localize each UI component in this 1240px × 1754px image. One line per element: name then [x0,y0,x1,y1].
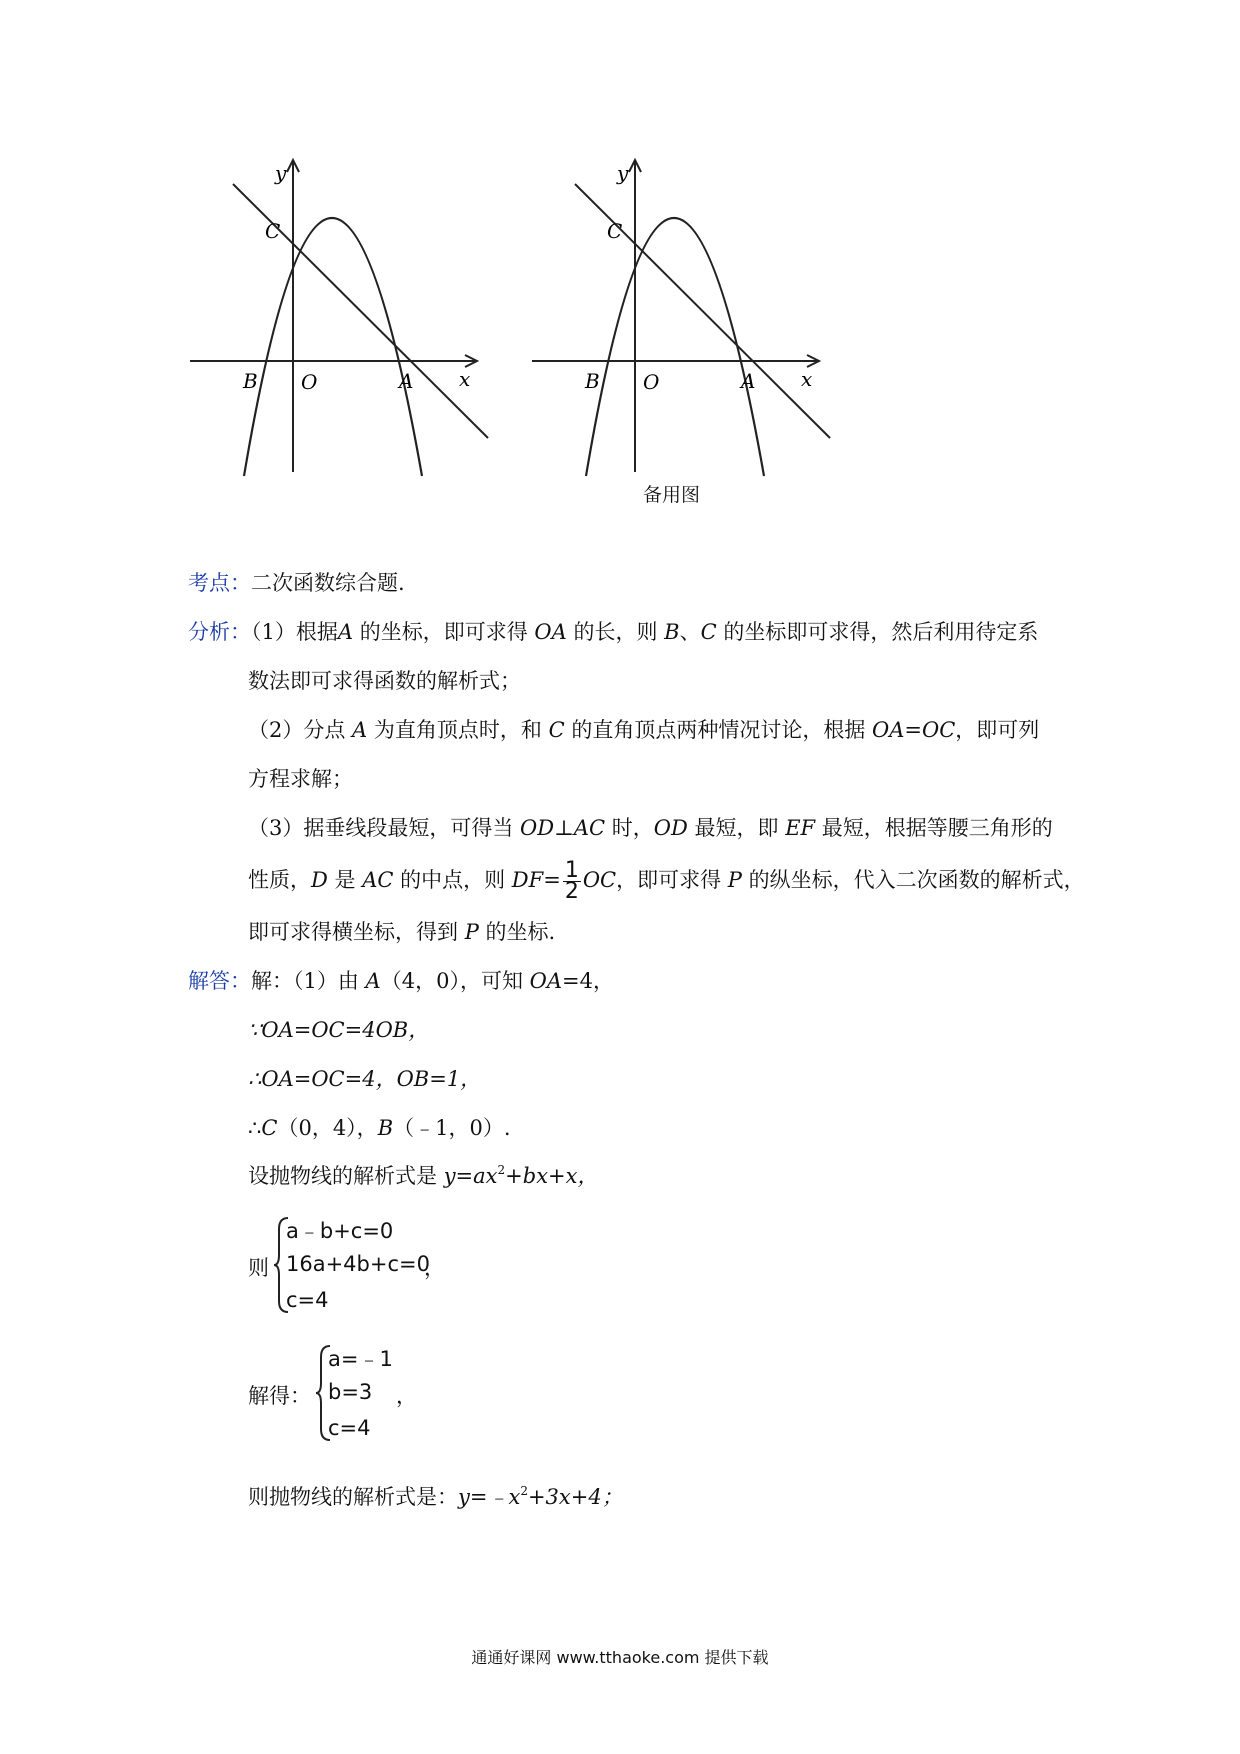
analysis-text: 、 [679,620,701,644]
exponent: 2 [520,1484,528,1498]
math-var: D [311,868,328,892]
analysis-text: （1）根据 [251,620,338,644]
label-a: A [741,369,756,393]
label-o: O [643,370,660,394]
analysis-text: 数法即可求得函数的解析式； [248,669,521,693]
analysis-text: 即可求得横坐标，得到 [248,920,465,944]
analysis-text: 的坐标. [478,920,556,944]
system-prefix: 解得： [248,1384,311,1408]
analysis-text: 的纵坐标，代入二次函数的解析式， [741,868,1085,892]
analysis-text: ，即可列 [955,718,1040,742]
parabola-graph [185,160,505,480]
analysis-text: 最短，根据等腰三角形的 [815,816,1053,840]
system-equation: c=4 [286,1288,329,1312]
analysis-text: 的坐标，即可求得 [353,620,535,644]
math-var: A [337,620,354,644]
solution-line-3 [248,1064,481,1094]
math-expr: DF= [511,868,561,892]
system-suffix: ， [424,1256,445,1280]
parabola-curve [244,218,422,476]
label-x: x [801,367,813,391]
knowledge-text: 二次函数综合题. [251,571,405,595]
knowledge-line [188,568,405,598]
math-var: EF [785,816,816,840]
math-var: B [377,1116,394,1140]
equation-system-2 [248,1343,468,1443]
math-var: OC [582,868,617,892]
analysis-line-2 [248,666,521,696]
math-var: C [261,1116,278,1140]
analysis-text: （3）据垂线段最短，可得当 [248,816,521,840]
system-equation: 16a+4b+c=0 [286,1252,430,1276]
analysis-text: 性质， [248,868,311,892]
backup-figure-caption: 备用图 [643,484,701,506]
analysis-line-3 [248,715,1039,745]
label-c: C [265,219,281,243]
math-var: OA [529,969,563,993]
solution-text: 解：（1）由 [251,969,366,993]
analysis-line-5 [248,813,1053,843]
label-a: A [399,369,414,393]
solution-line-4 [248,1113,511,1143]
analysis-text: 为直角顶点时，和 [367,718,549,742]
solution-line-1 [188,966,614,996]
analysis-text: 的中点，则 [393,868,512,892]
analysis-text: 时， [605,816,654,840]
analysis-text: 的直角顶点两种情况讨论，根据 [564,718,873,742]
solution-text: （4，0），可知 [380,969,530,993]
analysis-line-4 [248,764,353,794]
math-expr: OA=OC [872,718,956,742]
page-footer: 通通好课网 www.tthaoke.com 提供下载 [471,1648,769,1667]
math-expr: +bx+x， [505,1164,599,1188]
parabola-graph-backup [527,160,847,480]
math-var: AC [573,816,606,840]
label-c: C [607,219,623,243]
math-var: P [464,920,479,944]
math-var: OD [653,816,688,840]
knowledge-tag: 考点： [188,571,251,595]
solution-text: =4， [562,969,614,993]
math-expr: y=﹣x [458,1485,521,1509]
system-equation: c=4 [328,1416,371,1440]
math-var: AC [362,868,394,892]
figure-main [185,160,505,480]
system-equation: b=3 [328,1380,373,1404]
system-equation: a﹣b+c=0 [286,1219,394,1243]
label-b: B [585,369,600,393]
analysis-line-6 [248,858,1085,902]
analysis-text: 的长，则 [566,620,665,644]
fraction-denominator: 2 [564,879,579,904]
math-var: P [727,868,742,892]
math-var: A [365,969,381,993]
analysis-text: ，即可求得 [616,868,728,892]
math-var: C [700,620,717,644]
label-b: B [243,369,258,393]
math-expr: y=ax [443,1164,498,1188]
analysis-line-1 [188,617,1038,647]
solution-tag: 解答： [188,969,251,993]
therefore-symbol: ∴ [248,1116,262,1140]
math-var: OD [520,816,555,840]
label-o: O [301,370,318,394]
solution-text: 则抛物线的解析式是： [248,1485,458,1509]
fraction-numerator: 1 [564,858,579,883]
parabola-curve [586,218,764,476]
math-var: C [548,718,565,742]
fraction-one-half [563,858,581,904]
solution-text: （﹣1，0）. [393,1116,511,1140]
analysis-text: 方程求解； [248,767,353,791]
math-var: B [664,620,680,644]
equation-system-1 [248,1215,488,1315]
exponent: 2 [497,1163,506,1177]
math-expr: ∴OA=OC=4，OB=1， [248,1067,482,1091]
analysis-text: （2）分点 [248,718,353,742]
system-suffix: ， [396,1384,417,1408]
label-y: y [275,161,287,185]
perp-symbol: ⊥ [554,816,574,840]
solution-line-2 [248,1015,429,1045]
math-expr: +3x+4； [527,1485,623,1509]
analysis-text: 最短，即 [687,816,786,840]
system-equation: a=﹣1 [328,1347,393,1371]
math-expr: ∵OA=OC=4OB， [248,1018,430,1042]
math-var: OA [534,620,567,644]
solution-text: 设抛物线的解析式是 [248,1164,444,1188]
analysis-text: 的坐标即可求得，然后利用待定系 [716,620,1039,644]
figure-backup [527,160,847,480]
analysis-line-7 [248,917,555,947]
math-var: A [352,718,368,742]
analysis-tag: 分析： [188,620,251,644]
system-prefix: 则 [248,1256,269,1280]
label-y: y [617,161,629,185]
label-x: x [459,367,471,391]
solution-line-5 [248,1161,598,1191]
analysis-text: 是 [327,868,363,892]
solution-line-6 [248,1482,623,1512]
solution-text: （0，4）， [277,1116,378,1140]
